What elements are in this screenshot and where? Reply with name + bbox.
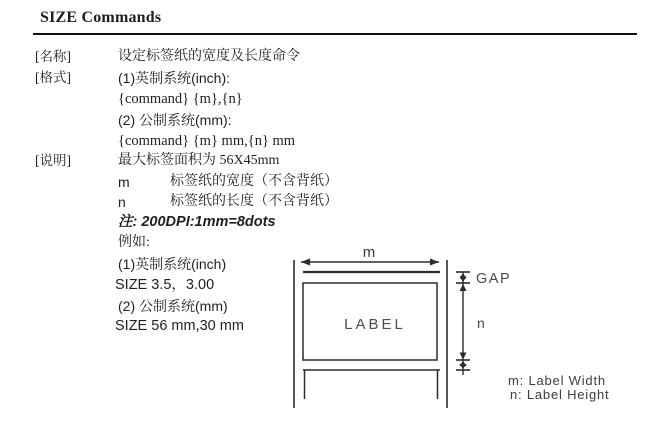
label-box-text: LABEL bbox=[344, 316, 406, 333]
next-label-outline bbox=[303, 370, 440, 399]
desc-n-text: 标签纸的长度（不含背纸） bbox=[170, 194, 338, 209]
description-section-label: [说明] bbox=[35, 153, 71, 168]
page-title: SIZE Commands bbox=[40, 9, 162, 26]
m-arrow-label: m bbox=[362, 244, 376, 261]
title-rule bbox=[33, 33, 637, 35]
legend-n: n: Label Height bbox=[510, 387, 610, 402]
gap-indicator-bottom bbox=[456, 360, 470, 375]
example-mm-header: (2) 公制系统(mm) bbox=[118, 298, 228, 314]
format-inch-header: (1)英制系统(inch): bbox=[118, 70, 231, 86]
format-mm-header: (2) 公制系统(mm): bbox=[118, 112, 232, 128]
label-size-diagram bbox=[280, 230, 665, 420]
desc-max-area: 最大标签面积为 56X45mm bbox=[118, 153, 280, 168]
desc-m-var: m bbox=[118, 174, 130, 190]
format-mm-syntax: {command} {m} mm,{n} mm bbox=[118, 133, 296, 149]
n-arrow-label: n bbox=[477, 315, 485, 331]
n-height-arrow bbox=[460, 283, 467, 360]
example-header: 例如: bbox=[118, 235, 150, 250]
name-section-text: 设定标签纸的宽度及长度命令 bbox=[118, 49, 300, 64]
dpi-note: 注: 200DPI:1mm=8dots bbox=[118, 214, 276, 230]
gap-label: GAP bbox=[476, 271, 512, 287]
desc-m-text: 标签纸的宽度（不含背纸） bbox=[170, 174, 338, 189]
arrowhead-left bbox=[301, 259, 310, 266]
name-section-label: [名称] bbox=[35, 49, 71, 64]
legend-m: m: Label Width bbox=[508, 373, 606, 388]
gap-indicator bbox=[456, 272, 470, 283]
arrowhead-right bbox=[430, 259, 439, 266]
desc-n-var: n bbox=[118, 194, 126, 210]
example-inch-command: SIZE 3.5，3.00 bbox=[115, 277, 215, 293]
format-inch-syntax: {command} {m},{n} bbox=[118, 91, 243, 107]
format-section-label: [格式] bbox=[35, 70, 71, 85]
example-mm-command: SIZE 56 mm,30 mm bbox=[115, 318, 244, 334]
example-inch-header: (1)英制系统(inch) bbox=[118, 256, 227, 272]
